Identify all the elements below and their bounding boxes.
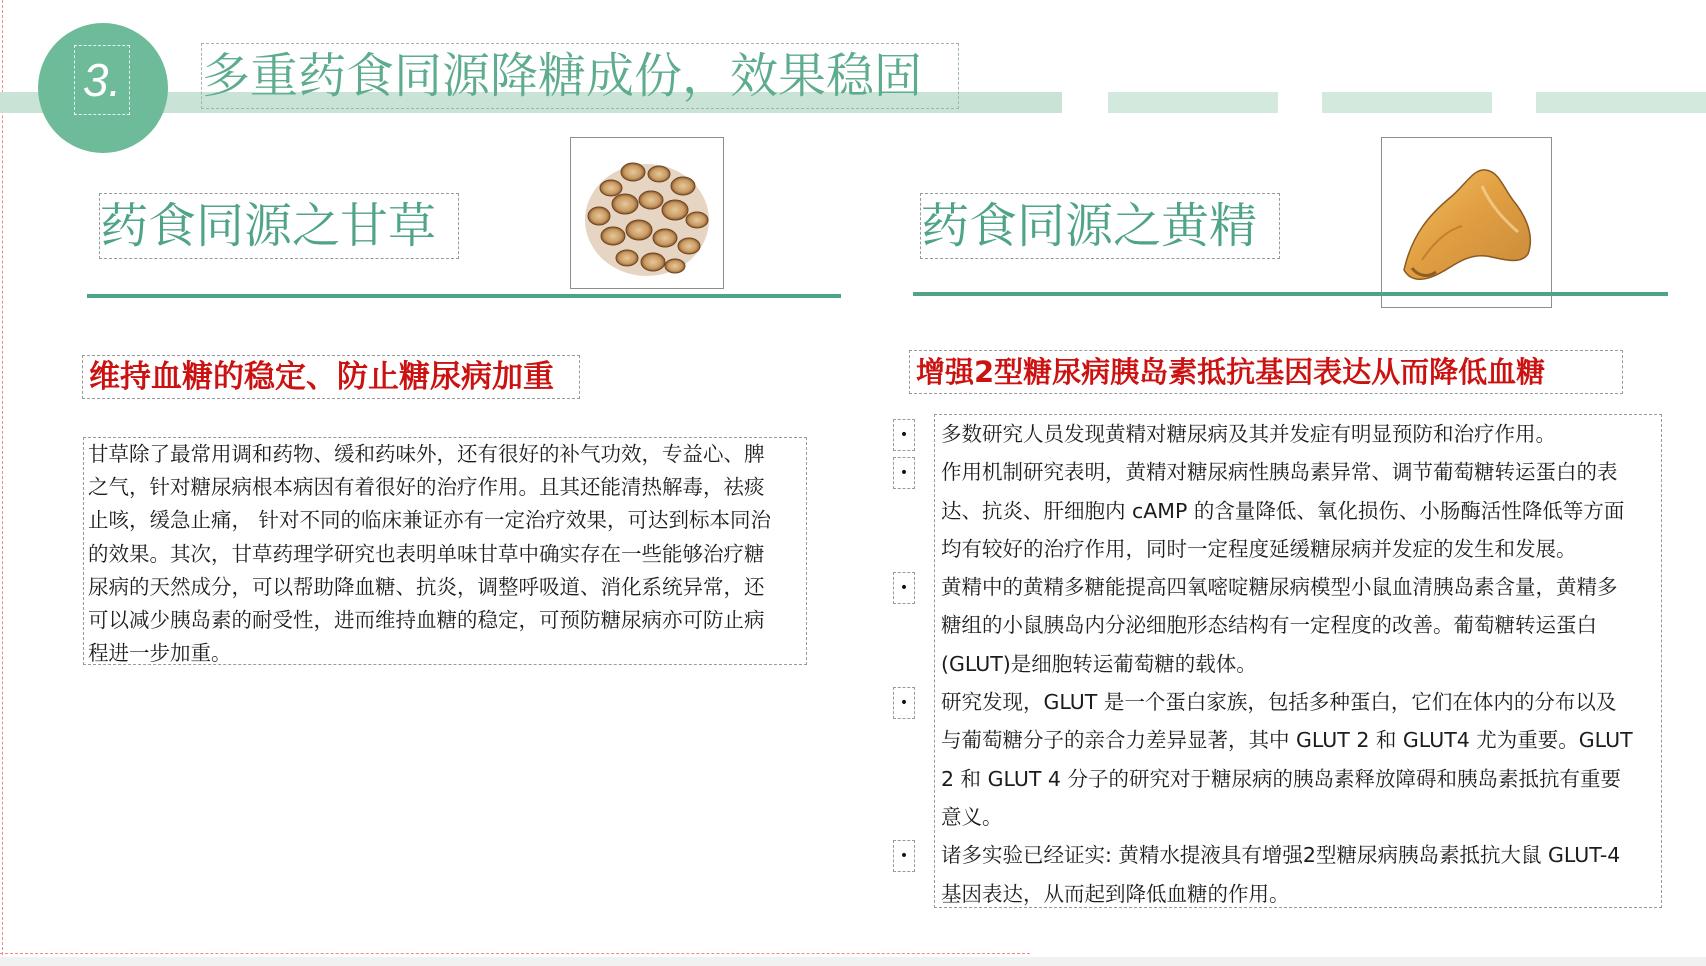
licorice-section-title: 药食同源之甘草 xyxy=(99,193,459,259)
list-item-line: 黄精中的黄精多糖能提高四氧嘧啶糖尿病模型小鼠血清胰岛素含量，黄精多 xyxy=(941,575,1618,600)
list-item xyxy=(935,836,1661,913)
bullet-icon: • xyxy=(893,840,915,872)
list-item xyxy=(935,415,1661,453)
header-band-segment xyxy=(1536,92,1706,113)
list-item xyxy=(935,453,1661,568)
slide-left-edge xyxy=(2,0,3,960)
paragraph-line: 之气，针对糖尿病根本病因有着很好的治疗作用。且其还能清热解毒，祛痰 xyxy=(88,475,765,500)
list-item xyxy=(935,568,1661,683)
huangjing-divider xyxy=(913,292,1668,296)
list-item-line: 均有较好的治疗作用，同时一定程度延缓糖尿病并发症的发生和发展。 xyxy=(941,536,1577,561)
paragraph-line: 可以减少胰岛素的耐受性，进而维持血糖的稳定，可预防糖尿病亦可防止病 xyxy=(88,608,765,633)
list-item xyxy=(935,683,1661,836)
paragraph-line: 程进一步加重。 xyxy=(88,641,232,666)
huangjing-image xyxy=(1381,137,1552,308)
paragraph-line: 甘草除了最常用调和药物、缓和药味外，还有很好的补气功效，专益心、脾 xyxy=(88,442,765,466)
list-item-line: 达、抗炎、肝细胞内 cAMP 的含量降低、氧化损伤、小肠酶活性降低等方面 xyxy=(941,498,1625,523)
paragraph-line: 止咳，缓急止痛， 针对不同的临床兼证亦有一定治疗效果，可达到标本同治 xyxy=(88,508,772,533)
slide-bottom-edge xyxy=(0,953,1030,954)
list-item-line: 糖组的小鼠胰岛内分泌细胞形态结构有一定程度的改善。葡萄糖转运蛋白 xyxy=(941,613,1597,638)
huangjing-bullet-list xyxy=(934,414,1662,908)
list-item-line: 2 和 GLUT 4 分子的研究对于糖尿病的胰岛素释放障碍和胰岛素抵抗有重要 xyxy=(941,766,1621,791)
paragraph-line: 尿病的天然成分，可以帮助降血糖、抗炎，调整呼吸道、消化系统异常，还 xyxy=(88,574,765,599)
bullet-icon: • xyxy=(893,419,915,451)
bottom-band xyxy=(0,957,1706,966)
licorice-paragraph xyxy=(83,437,807,665)
list-item-line: 基因表达，从而起到降低血糖的作用。 xyxy=(941,881,1290,906)
bullet-icon: • xyxy=(893,572,915,604)
list-item-line: 诸多实验已经证实: 黄精水提液具有增强2型糖尿病胰岛素抵抗大鼠 GLUT-4 xyxy=(941,843,1621,868)
bullet-icon: • xyxy=(893,687,915,719)
huangjing-heading: 增强2型糖尿病胰岛素抵抗基因表达从而降低血糖 xyxy=(909,350,1623,394)
paragraph-line: 的效果。其次，甘草药理学研究也表明单味甘草中确实存在一些能够治疗糖 xyxy=(88,541,765,566)
page-title: 多重药食同源降糖成份，效果稳固 xyxy=(201,43,959,109)
list-item-line: 研究发现，GLUT 是一个蛋白家族，包括多种蛋白，它们在体内的分布以及 xyxy=(941,690,1617,715)
list-item-line: 多数研究人员发现黄精对糖尿病及其并发症有明显预防和治疗作用。 xyxy=(941,422,1556,446)
list-item-line: 作用机制研究表明，黄精对糖尿病性胰岛素异常、调节葡萄糖转运蛋白的表 xyxy=(941,460,1618,485)
section-number: 3. xyxy=(74,45,130,115)
licorice-divider xyxy=(87,294,841,298)
list-item-line: 与葡萄糖分子的亲合力差异显著，其中 GLUT 2 和 GLUT4 尤为重要。GLUT xyxy=(941,728,1633,753)
licorice-heading: 维持血糖的稳定、防止糖尿病加重 xyxy=(82,355,580,399)
header-band-segment xyxy=(1108,92,1278,113)
list-item-line: (GLUT)是细胞转运葡萄糖的载体。 xyxy=(941,651,1257,676)
licorice-image xyxy=(570,137,724,289)
bullet-icon: • xyxy=(893,457,915,489)
header-band-segment xyxy=(1322,92,1492,113)
huangjing-section-title: 药食同源之黄精 xyxy=(920,193,1280,259)
list-item-line: 意义。 xyxy=(941,804,1003,829)
